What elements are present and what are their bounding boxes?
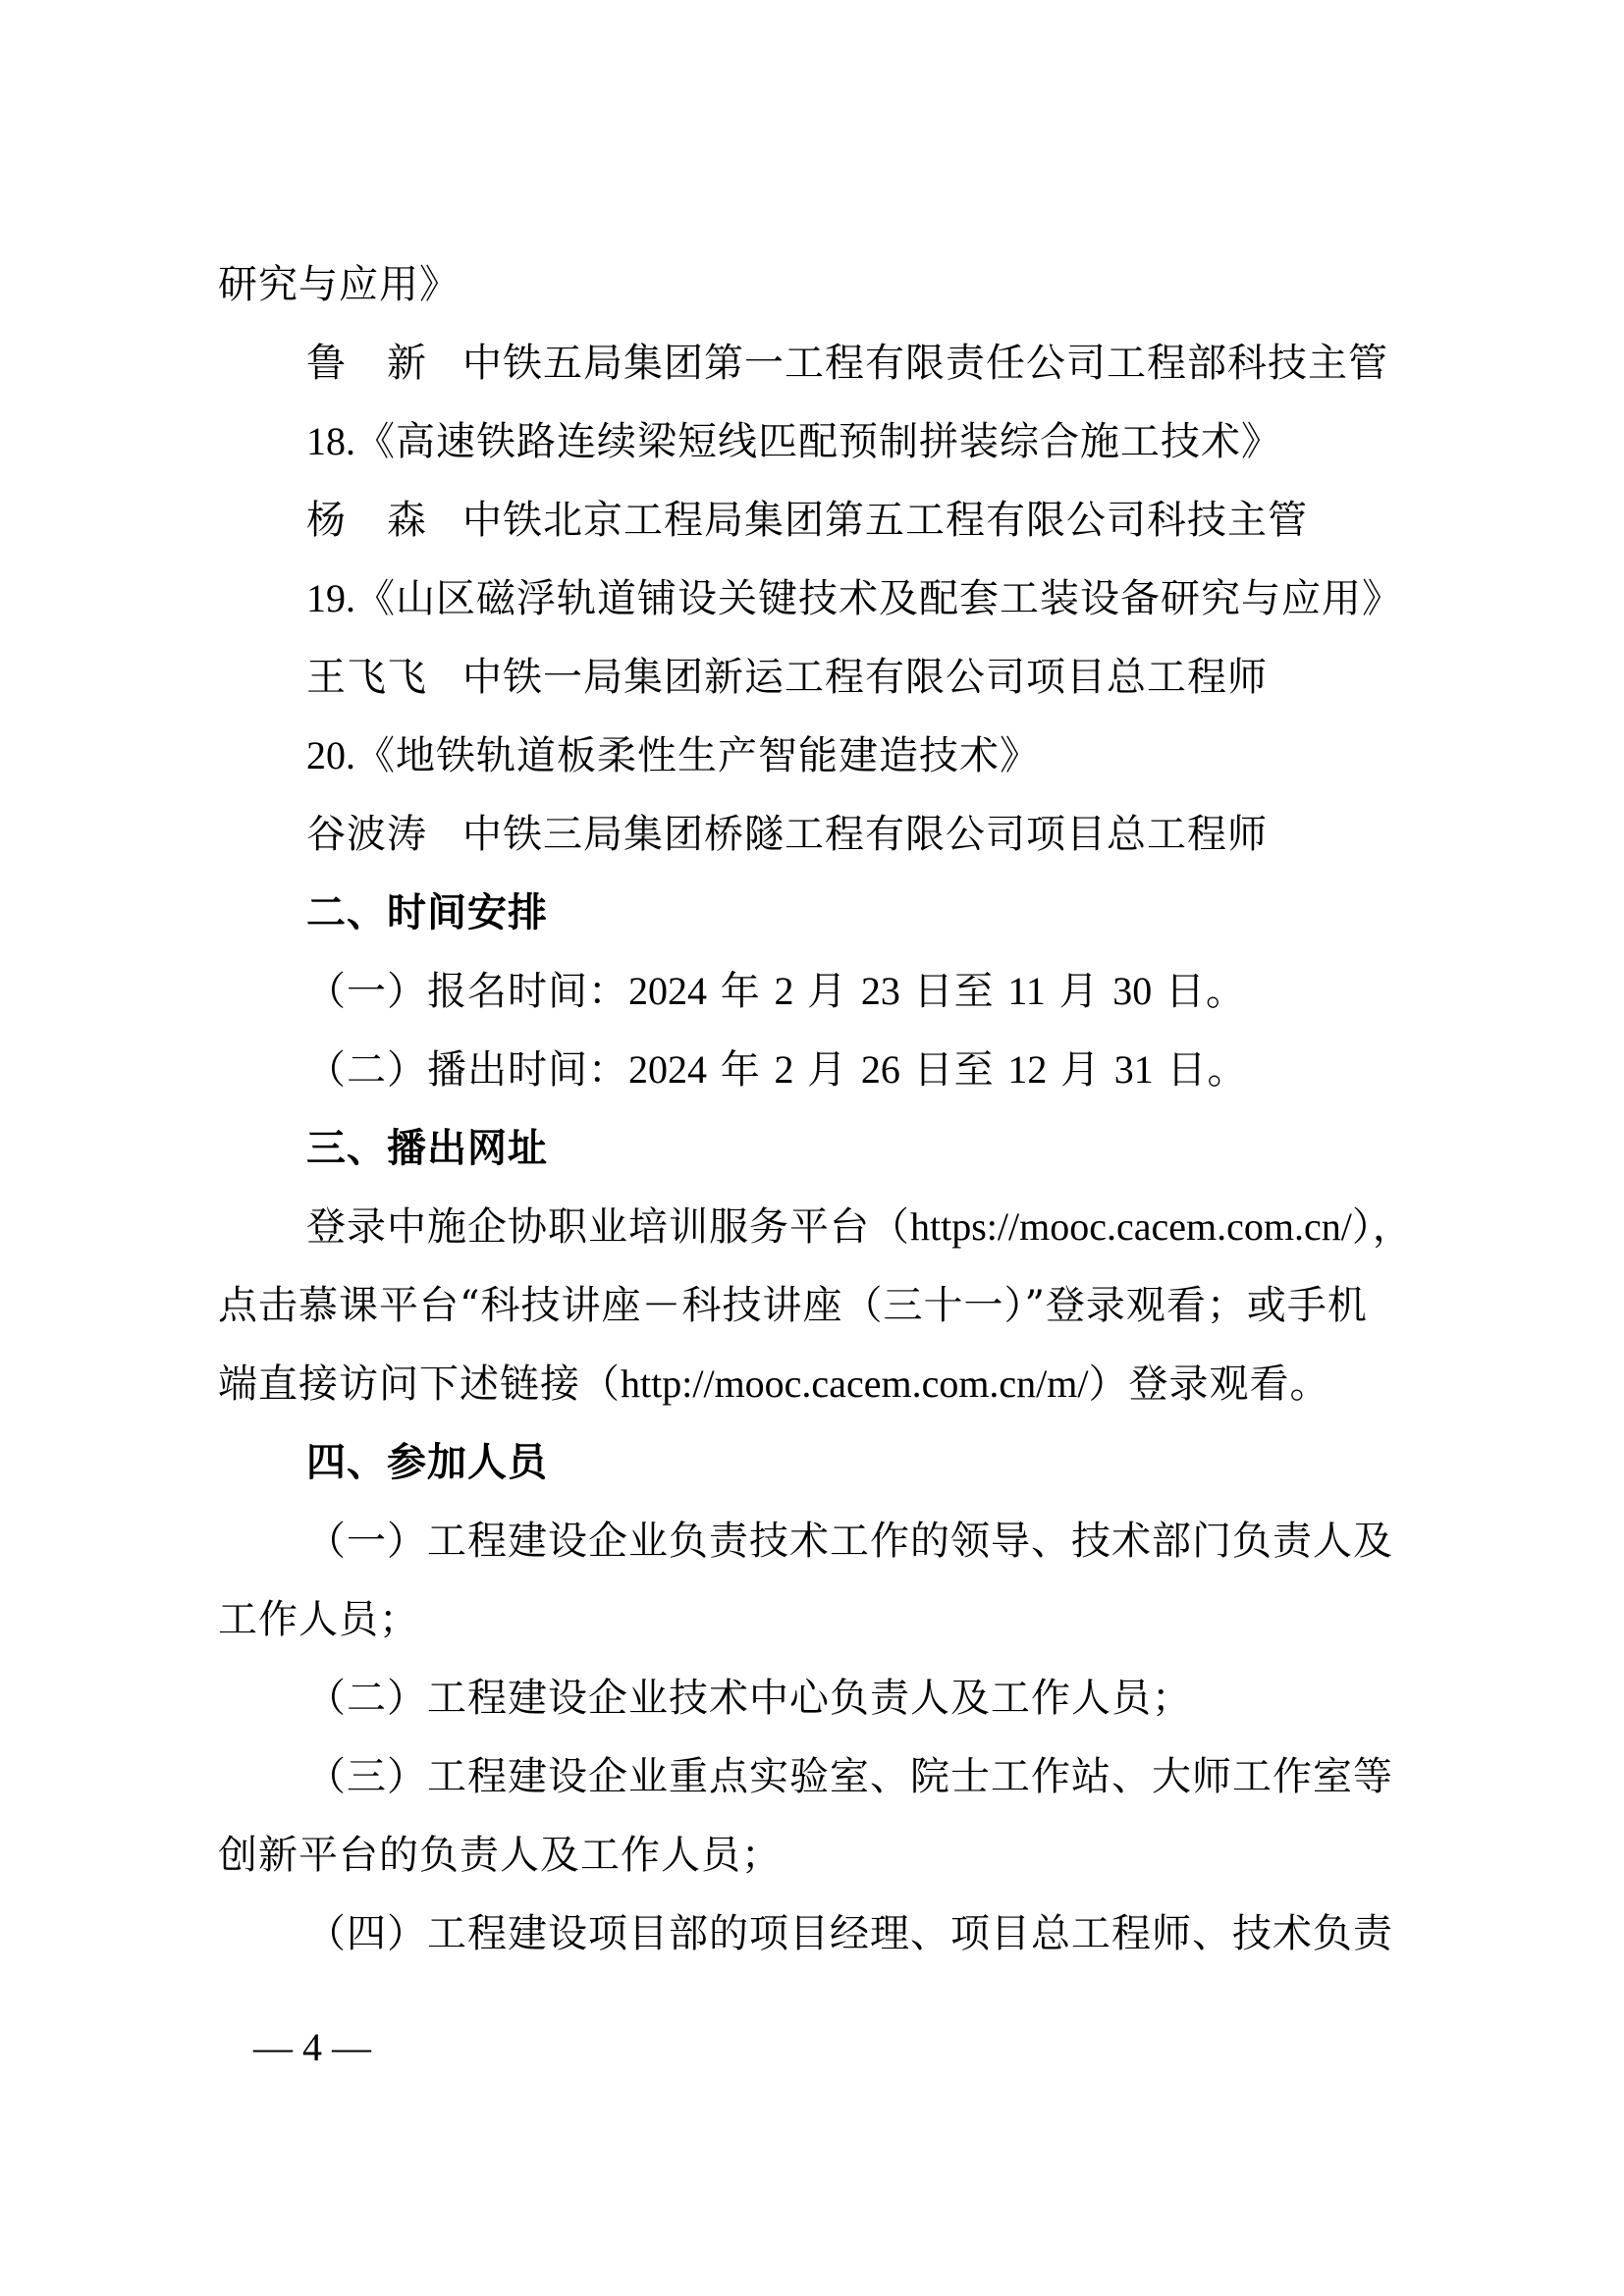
text-line: 研究与应用》: [218, 262, 460, 307]
section-heading: 三、播出网址: [306, 1126, 548, 1171]
lecture-number: 19.: [306, 576, 355, 620]
lecture-number: 20.: [306, 733, 355, 777]
section-heading: 四、参加人员: [306, 1440, 548, 1485]
presenter-line: [306, 807, 1268, 862]
section-heading: 二、时间安排: [306, 890, 548, 935]
paragraph-line: 端直接访问下述链接（http://mooc.cacem.com.cn/m/）登录观看。: [218, 1362, 1330, 1407]
lecture-title: 《山区磁浮轨道铺设关键技术及配套工装设备研究与应用》: [355, 576, 1402, 621]
presenter-org: 中铁北京工程局集团第五工程有限公司科技主管: [462, 498, 1308, 543]
paragraph-line: 点击慕课平台“科技讲座－科技讲座（三十一）”登录观看；或手机: [218, 1283, 1368, 1328]
lecture-title-line: [306, 571, 1402, 626]
paragraph-line: （二）工程建设企业技术中心负责人及工作人员；: [306, 1676, 1192, 1721]
presenter-name: 王飞飞: [306, 655, 427, 700]
lecture-number: 18.: [306, 419, 355, 463]
registration-time-line: （一）报名时间：2024 年 2 月 23 日至 11 月 30 日。: [306, 969, 1246, 1014]
presenter-line: [306, 650, 1268, 705]
page-number: — 4 —: [253, 2025, 371, 2069]
platform-url-link[interactable]: https://mooc.cacem.com.cn/: [910, 1204, 1352, 1249]
presenter-org: 中铁三局集团桥隧工程有限公司项目总工程师: [462, 812, 1268, 857]
paragraph-line: 创新平台的负责人及工作人员；: [218, 1833, 782, 1878]
presenter-line: [306, 493, 1308, 548]
presenter-line: [306, 336, 1388, 391]
presenter-org: 中铁一局集团新运工程有限公司项目总工程师: [462, 655, 1268, 700]
lecture-title-line: [306, 728, 1040, 783]
lecture-title: 《高速铁路连续梁短线匹配预制拼装综合施工技术》: [355, 419, 1281, 464]
presenter-name: 谷波涛: [306, 812, 427, 857]
paragraph-line: （三）工程建设企业重点实验室、院士工作站、大师工作室等: [306, 1754, 1393, 1799]
presenter-org: 中铁五局集团第一工程有限责任公司工程部科技主管: [462, 341, 1388, 386]
presenter-name: 鲁 新: [306, 341, 427, 386]
paragraph-line: 工作人员；: [218, 1597, 419, 1642]
presenter-name: 杨 森: [306, 498, 427, 543]
paragraph-line: （四）工程建设项目部的项目经理、项目总工程师、技术负责: [306, 1911, 1393, 1956]
paragraph-line: 登录中施企协职业培训服务平台（https://mooc.cacem.com.cn/），: [306, 1204, 1413, 1250]
paragraph-line: （一）工程建设企业负责技术工作的领导、技术部门负责人及: [306, 1519, 1393, 1564]
broadcast-time-line: （二）播出时间：2024 年 2 月 26 日至 12 月 31 日。: [306, 1047, 1248, 1093]
lecture-title: 《地铁轨道板柔性生产智能建造技术》: [355, 733, 1040, 778]
lecture-title-line: [306, 414, 1281, 469]
mobile-url-link[interactable]: http://mooc.cacem.com.cn/m/: [621, 1362, 1089, 1406]
